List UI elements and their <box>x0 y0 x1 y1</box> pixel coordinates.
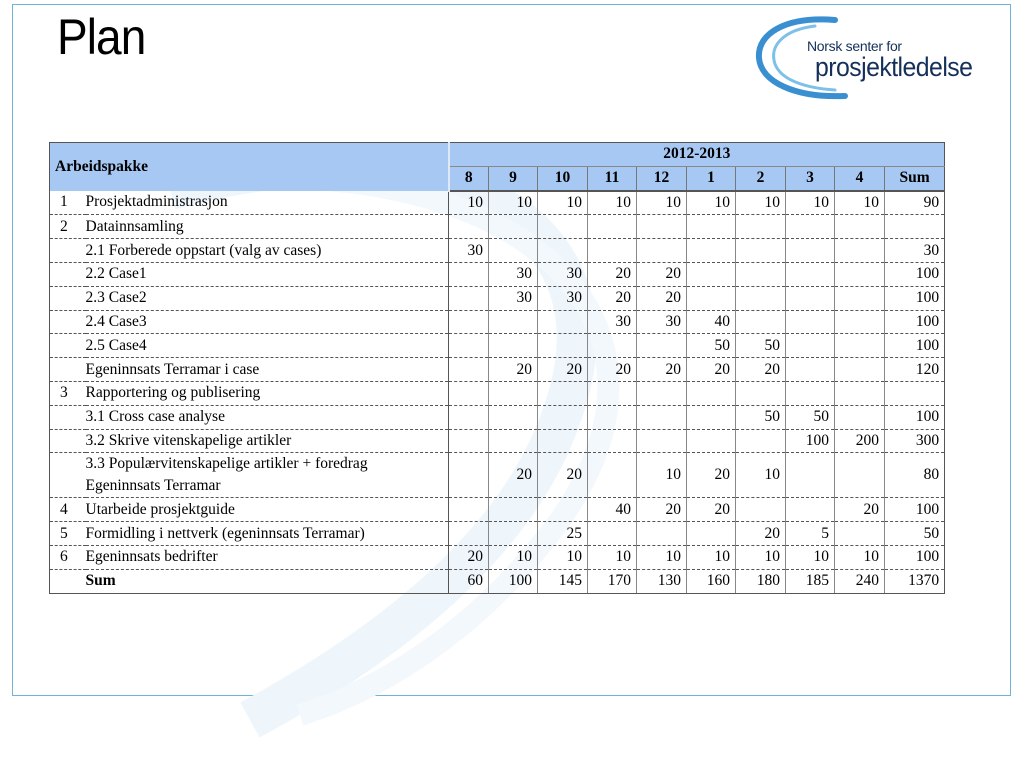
row-label: 3.1 Cross case analyse <box>86 405 449 429</box>
table-cell <box>736 381 786 405</box>
row-number <box>50 429 86 453</box>
table-cell <box>588 334 637 358</box>
table-cell <box>489 429 538 453</box>
table-cell <box>588 522 637 546</box>
table-cell <box>449 453 489 498</box>
table-cell: 20 <box>687 358 736 382</box>
table-cell <box>588 405 637 429</box>
table-cell: 10 <box>835 545 885 569</box>
table-cell: 5 <box>786 522 835 546</box>
table-cell <box>786 310 835 334</box>
table-cell <box>588 429 637 453</box>
table-cell: 100 <box>489 569 538 593</box>
table-cell: 10 <box>786 545 835 569</box>
table-cell <box>835 358 885 382</box>
header-arbeidspakke: Arbeidspakke <box>50 143 449 191</box>
table-cell: 40 <box>588 498 637 522</box>
table-cell <box>449 522 489 546</box>
table-cell: 240 <box>835 569 885 593</box>
table-cell <box>637 405 687 429</box>
table-cell: 20 <box>637 262 687 286</box>
table-cell: 10 <box>736 545 786 569</box>
table-cell: 20 <box>588 358 637 382</box>
row-label: 3.3 Populærvitenskapelige artikler + foredrag Egeninnsats Terramar <box>86 453 449 498</box>
table-cell <box>736 262 786 286</box>
table-cell <box>538 405 588 429</box>
table-cell: 20 <box>489 453 538 498</box>
table-cell: 1370 <box>885 569 945 593</box>
table-cell <box>588 453 637 498</box>
table-cell <box>637 334 687 358</box>
table-cell: 20 <box>449 545 489 569</box>
table-cell <box>489 522 538 546</box>
table-cell <box>835 453 885 498</box>
table-cell: 90 <box>885 191 945 215</box>
table-cell: 50 <box>786 405 835 429</box>
table-cell: 300 <box>885 429 945 453</box>
column-header: 11 <box>588 166 637 190</box>
table-cell <box>786 498 835 522</box>
table-cell: 20 <box>835 498 885 522</box>
column-header: 8 <box>449 166 489 190</box>
table-cell: 10 <box>588 191 637 215</box>
table-cell <box>449 405 489 429</box>
table-cell <box>835 334 885 358</box>
table-cell: 20 <box>637 498 687 522</box>
table-cell <box>786 239 835 263</box>
table-cell: 100 <box>885 262 945 286</box>
column-header: 2 <box>736 166 786 190</box>
row-label: Egeninnsats bedrifter <box>86 545 449 569</box>
table-cell <box>786 358 835 382</box>
table-cell <box>687 381 736 405</box>
table-row <box>50 262 945 286</box>
table-row <box>50 522 945 546</box>
table-cell: 10 <box>489 545 538 569</box>
table-cell <box>786 262 835 286</box>
table-cell <box>588 381 637 405</box>
table-cell: 25 <box>538 522 588 546</box>
table-row <box>50 381 945 405</box>
table-row <box>50 239 945 263</box>
row-label: Utarbeide prosjektguide <box>86 498 449 522</box>
table-cell: 10 <box>736 453 786 498</box>
table-cell <box>736 429 786 453</box>
table-cell: 100 <box>885 286 945 310</box>
row-label: 2.2 Case1 <box>86 262 449 286</box>
table-cell <box>449 215 489 239</box>
table-cell <box>786 215 835 239</box>
table-cell: 30 <box>449 239 489 263</box>
table-cell <box>687 405 736 429</box>
row-number: 5 <box>50 522 86 546</box>
table-cell <box>687 215 736 239</box>
table-row <box>50 215 945 239</box>
table-cell <box>835 522 885 546</box>
table-cell <box>588 239 637 263</box>
row-label: 2.5 Case4 <box>86 334 449 358</box>
table-cell <box>489 498 538 522</box>
table-body <box>50 191 945 593</box>
row-label: 3.2 Skrive vitenskapelige artikler <box>86 429 449 453</box>
table-row <box>50 429 945 453</box>
column-header: 4 <box>835 166 885 190</box>
row-number <box>50 310 86 334</box>
table-cell: 10 <box>538 191 588 215</box>
table-cell <box>885 215 945 239</box>
sum-row <box>50 569 945 593</box>
table-cell: 60 <box>449 569 489 593</box>
table-cell <box>736 286 786 310</box>
table-cell <box>786 334 835 358</box>
table-cell: 120 <box>885 358 945 382</box>
table-cell <box>449 334 489 358</box>
table-cell: 10 <box>687 191 736 215</box>
table-cell: 10 <box>835 191 885 215</box>
table-cell <box>835 381 885 405</box>
table-row <box>50 286 945 310</box>
table-cell: 50 <box>736 405 786 429</box>
table-cell <box>637 522 687 546</box>
table-cell <box>489 381 538 405</box>
table-row <box>50 358 945 382</box>
row-label: Formidling i nettverk (egeninnsats Terramar) <box>86 522 449 546</box>
column-header: 1 <box>687 166 736 190</box>
table-cell <box>449 498 489 522</box>
column-header: 3 <box>786 166 835 190</box>
table-cell: 100 <box>885 334 945 358</box>
table-row <box>50 310 945 334</box>
table-cell <box>786 381 835 405</box>
table-cell: 50 <box>736 334 786 358</box>
table-cell <box>736 310 786 334</box>
plan-table <box>49 142 945 594</box>
table-cell: 30 <box>489 262 538 286</box>
table-cell <box>538 239 588 263</box>
row-label: 2.1 Forberede oppstart (valg av cases) <box>86 239 449 263</box>
table-cell: 10 <box>489 191 538 215</box>
table-cell <box>449 310 489 334</box>
row-label: Egeninnsats Terramar i case <box>86 358 449 382</box>
table-cell: 145 <box>538 569 588 593</box>
table-cell: 10 <box>588 545 637 569</box>
table-cell: 10 <box>786 191 835 215</box>
table-cell <box>449 429 489 453</box>
row-label: Prosjektadministrasjon <box>86 191 449 215</box>
table-row <box>50 545 945 569</box>
table-cell <box>885 381 945 405</box>
table-header-row <box>50 143 945 167</box>
table-cell <box>835 239 885 263</box>
table-cell <box>687 262 736 286</box>
table-cell: 20 <box>637 358 687 382</box>
table-cell <box>687 522 736 546</box>
table-cell <box>489 334 538 358</box>
table-cell <box>786 453 835 498</box>
row-number <box>50 262 86 286</box>
table-cell <box>449 286 489 310</box>
table-cell: 100 <box>786 429 835 453</box>
table-cell <box>835 286 885 310</box>
row-number <box>50 239 86 263</box>
row-number: 6 <box>50 545 86 569</box>
table-cell <box>736 215 786 239</box>
column-header: 9 <box>489 166 538 190</box>
table-cell: 170 <box>588 569 637 593</box>
table-cell: 20 <box>687 453 736 498</box>
table-cell <box>736 498 786 522</box>
table-cell: 10 <box>637 545 687 569</box>
table-cell: 180 <box>736 569 786 593</box>
table-cell: 200 <box>835 429 885 453</box>
table-cell <box>835 310 885 334</box>
table-cell <box>538 381 588 405</box>
table-cell: 50 <box>885 522 945 546</box>
table-cell <box>538 429 588 453</box>
table-cell <box>835 215 885 239</box>
table-cell: 30 <box>885 239 945 263</box>
row-number <box>50 358 86 382</box>
table-cell: 20 <box>588 262 637 286</box>
table-cell: 100 <box>885 310 945 334</box>
table-cell: 130 <box>637 569 687 593</box>
table-row <box>50 191 945 215</box>
row-label: Sum <box>86 569 449 593</box>
row-label: Datainnsamling <box>86 215 449 239</box>
table-cell: 50 <box>687 334 736 358</box>
table-cell <box>637 429 687 453</box>
table-row <box>50 453 945 498</box>
table-cell <box>835 262 885 286</box>
table-cell: 10 <box>637 453 687 498</box>
row-label: Rapportering og publisering <box>86 381 449 405</box>
row-number: 3 <box>50 381 86 405</box>
row-number <box>50 453 86 498</box>
table-cell: 20 <box>736 522 786 546</box>
table-cell <box>786 286 835 310</box>
table-cell: 10 <box>736 191 786 215</box>
table-cell <box>489 239 538 263</box>
table-row <box>50 498 945 522</box>
table-cell: 30 <box>637 310 687 334</box>
row-label: 2.4 Case3 <box>86 310 449 334</box>
table-cell <box>736 239 786 263</box>
table-cell <box>687 429 736 453</box>
table-cell <box>538 310 588 334</box>
table-cell: 20 <box>736 358 786 382</box>
table-cell: 30 <box>588 310 637 334</box>
table-cell: 30 <box>538 262 588 286</box>
table-cell: 100 <box>885 405 945 429</box>
table-cell <box>449 358 489 382</box>
row-number <box>50 334 86 358</box>
table-cell <box>449 262 489 286</box>
row-number: 1 <box>50 191 86 215</box>
table-cell: 10 <box>687 545 736 569</box>
table-cell: 10 <box>449 191 489 215</box>
table-cell: 20 <box>637 286 687 310</box>
table-cell: 100 <box>885 545 945 569</box>
table-cell: 20 <box>687 498 736 522</box>
table-cell <box>449 381 489 405</box>
table-cell <box>637 381 687 405</box>
table-cell: 20 <box>538 358 588 382</box>
table-cell: 185 <box>786 569 835 593</box>
table-cell: 30 <box>538 286 588 310</box>
table-cell: 40 <box>687 310 736 334</box>
table-cell <box>637 239 687 263</box>
table-cell: 20 <box>538 453 588 498</box>
company-logo <box>755 12 1005 104</box>
table-cell <box>538 215 588 239</box>
row-number <box>50 569 86 593</box>
table-cell: 20 <box>489 358 538 382</box>
column-header: 12 <box>637 166 687 190</box>
row-number <box>50 286 86 310</box>
table-cell: 10 <box>637 191 687 215</box>
table-cell <box>489 310 538 334</box>
column-header: Sum <box>885 166 945 190</box>
column-header: 10 <box>538 166 588 190</box>
logo-text-top: Norsk senter for <box>807 38 902 54</box>
table-cell: 30 <box>489 286 538 310</box>
table-row <box>50 334 945 358</box>
table-cell <box>835 405 885 429</box>
table-cell <box>489 405 538 429</box>
table-cell: 10 <box>538 545 588 569</box>
table-cell <box>538 334 588 358</box>
row-number <box>50 405 86 429</box>
row-number: 2 <box>50 215 86 239</box>
logo-text-main: prosjektledelse <box>815 52 973 82</box>
row-number: 4 <box>50 498 86 522</box>
table-cell <box>588 215 637 239</box>
table-row <box>50 405 945 429</box>
table-cell <box>489 215 538 239</box>
header-period: 2012-2013 <box>449 143 945 167</box>
table-cell: 100 <box>885 498 945 522</box>
table-cell <box>538 498 588 522</box>
table-cell: 160 <box>687 569 736 593</box>
table-cell <box>687 286 736 310</box>
table-cell: 80 <box>885 453 945 498</box>
table-cell: 20 <box>588 286 637 310</box>
row-label: 2.3 Case2 <box>86 286 449 310</box>
table-cell <box>637 215 687 239</box>
slide-title: Plan <box>57 9 146 65</box>
table-cell <box>687 239 736 263</box>
